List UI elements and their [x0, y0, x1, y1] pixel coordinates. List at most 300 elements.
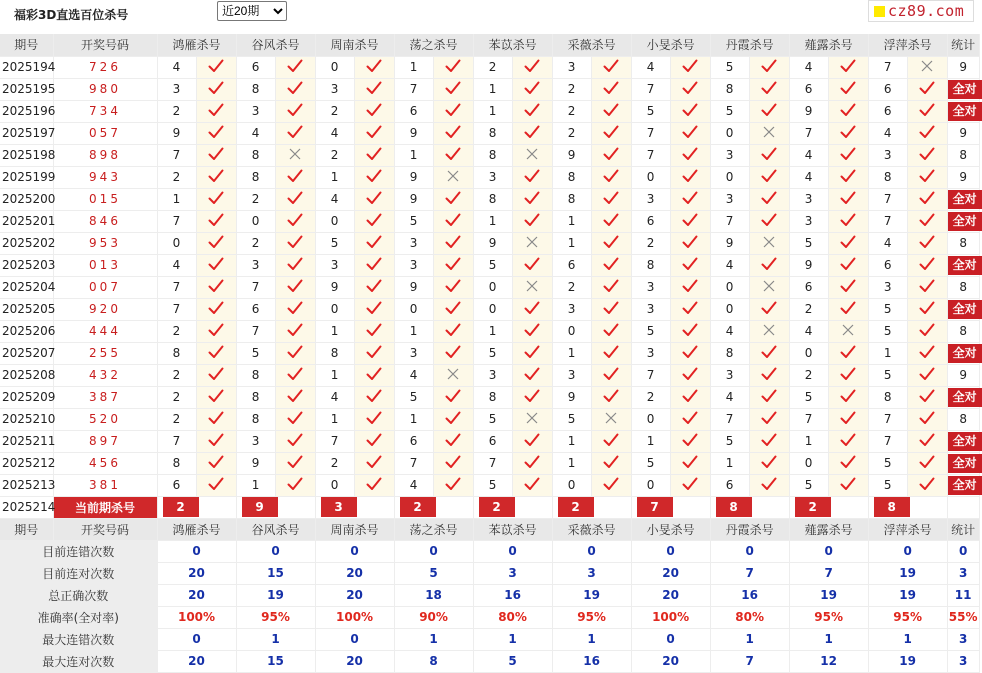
check-icon — [287, 458, 303, 472]
kill-number-cell: 7 — [394, 452, 433, 474]
table-row — [0, 166, 979, 188]
summary-value: 7 — [710, 650, 789, 672]
period-cell: 2025203 — [0, 254, 53, 276]
table-row — [0, 386, 979, 408]
check-icon — [919, 282, 935, 296]
summary-value: 20 — [157, 650, 236, 672]
kill-number-cell: 9 — [394, 188, 433, 210]
kill-number-cell: 3 — [473, 364, 512, 386]
check-icon — [761, 106, 777, 120]
summary-stat-value: 0 — [947, 540, 979, 562]
kill-result-cell — [670, 430, 710, 452]
kill-result-cell — [670, 364, 710, 386]
check-icon — [840, 238, 856, 252]
check-icon — [840, 194, 856, 208]
table-row — [0, 144, 979, 166]
kill-result-cell — [670, 342, 710, 364]
kill-number-cell: 4 — [710, 254, 749, 276]
kill-result-cell — [275, 430, 315, 452]
kill-number-cell: 1 — [315, 408, 354, 430]
check-icon — [919, 458, 935, 472]
kill-result-cell — [433, 386, 473, 408]
stat-cell: 8 — [947, 232, 979, 254]
summary-value: 7 — [789, 562, 868, 584]
column-header-expert: 丹霞杀号 — [710, 518, 789, 540]
kill-number-cell: 3 — [236, 100, 275, 122]
kill-result-cell — [828, 298, 868, 320]
kill-result-cell — [749, 100, 789, 122]
kill-result-cell — [907, 100, 947, 122]
kill-result-cell — [512, 144, 552, 166]
draw-number-cell: 943 — [53, 166, 157, 188]
kill-result-cell — [591, 452, 631, 474]
kill-number-cell: 3 — [710, 188, 749, 210]
kill-result-cell — [749, 188, 789, 210]
kill-result-cell — [749, 254, 789, 276]
period-cell: 2025198 — [0, 144, 53, 166]
check-icon — [761, 392, 777, 406]
kill-result-cell — [591, 144, 631, 166]
kill-result-cell — [196, 100, 236, 122]
kill-number-cell: 3 — [631, 342, 670, 364]
current-kill-cell — [710, 496, 789, 518]
check-icon — [524, 172, 540, 186]
kill-result-cell — [275, 210, 315, 232]
kill-number-cell: 4 — [315, 386, 354, 408]
check-icon — [682, 150, 698, 164]
kill-result-cell — [275, 144, 315, 166]
summary-value: 0 — [394, 540, 473, 562]
check-icon — [524, 260, 540, 274]
kill-number-cell: 1 — [236, 474, 275, 496]
check-icon — [445, 458, 461, 472]
kill-result-cell — [512, 386, 552, 408]
kill-number-cell: 7 — [236, 320, 275, 342]
summary-stat-value: 55% — [947, 606, 979, 628]
kill-number-cell: 7 — [868, 56, 907, 78]
summary-value: 7 — [710, 562, 789, 584]
check-icon — [287, 62, 303, 76]
kill-result-cell — [907, 254, 947, 276]
kill-result-cell — [828, 188, 868, 210]
kill-result-cell — [591, 342, 631, 364]
draw-number-cell: 015 — [53, 188, 157, 210]
kill-result-cell — [591, 320, 631, 342]
check-icon — [840, 348, 856, 362]
kill-result-cell — [828, 342, 868, 364]
stat-cell: 9 — [947, 122, 979, 144]
kill-number-cell: 3 — [315, 78, 354, 100]
period-select[interactable] — [217, 1, 287, 21]
check-icon — [761, 84, 777, 98]
kill-number-cell: 7 — [631, 78, 670, 100]
kill-number-cell: 9 — [552, 144, 591, 166]
column-header-expert: 周南杀号 — [315, 34, 394, 56]
kill-number-cell: 3 — [789, 188, 828, 210]
check-icon — [919, 238, 935, 252]
kill-number-cell: 6 — [394, 430, 433, 452]
check-icon — [366, 216, 382, 230]
kill-result-cell — [275, 56, 315, 78]
kill-result-cell — [828, 122, 868, 144]
kill-result-cell — [354, 364, 394, 386]
kill-result-cell — [591, 430, 631, 452]
check-icon — [366, 282, 382, 296]
kill-number-cell: 7 — [868, 408, 907, 430]
kill-number-cell: 4 — [710, 386, 749, 408]
check-icon — [208, 436, 224, 450]
check-icon — [919, 260, 935, 274]
kill-result-cell — [433, 56, 473, 78]
check-icon — [445, 216, 461, 230]
kill-result-cell — [749, 298, 789, 320]
kill-number-cell: 2 — [157, 386, 196, 408]
kill-result-cell — [512, 100, 552, 122]
summary-value: 100% — [631, 606, 710, 628]
check-icon — [603, 128, 619, 142]
kill-number-cell: 5 — [868, 452, 907, 474]
all-correct-badge: 全对 — [948, 256, 982, 275]
check-icon — [603, 326, 619, 340]
kill-number-cell: 3 — [789, 210, 828, 232]
current-kill-cell — [789, 496, 868, 518]
kill-number-cell: 4 — [315, 122, 354, 144]
kill-result-cell — [512, 122, 552, 144]
check-icon — [524, 392, 540, 406]
table-row — [0, 342, 979, 364]
kill-result-cell — [512, 232, 552, 254]
draw-number-cell: 255 — [53, 342, 157, 364]
kill-number-cell: 7 — [157, 144, 196, 166]
check-icon — [524, 62, 540, 76]
check-icon — [603, 260, 619, 274]
kill-number-cell: 7 — [868, 430, 907, 452]
period-cell: 2025197 — [0, 122, 53, 144]
check-icon — [603, 106, 619, 120]
kill-number-cell: 8 — [473, 386, 512, 408]
kill-number-cell: 0 — [315, 56, 354, 78]
kill-result-cell — [275, 232, 315, 254]
kill-result-cell — [512, 56, 552, 78]
summary-value: 3 — [473, 562, 552, 584]
kill-number-cell: 1 — [552, 210, 591, 232]
check-icon — [919, 436, 935, 450]
kill-result-cell — [196, 122, 236, 144]
kill-number-cell: 1 — [552, 452, 591, 474]
check-icon — [366, 62, 382, 76]
check-icon — [524, 436, 540, 450]
kill-number-cell: 1 — [157, 188, 196, 210]
kill-result-cell — [512, 342, 552, 364]
summary-value: 20 — [315, 562, 394, 584]
kill-result-cell — [433, 254, 473, 276]
kill-result-cell — [433, 474, 473, 496]
kill-result-cell — [670, 100, 710, 122]
kill-result-cell — [354, 210, 394, 232]
kill-number-cell: 2 — [552, 78, 591, 100]
check-icon — [445, 106, 461, 120]
kill-number-cell: 2 — [157, 364, 196, 386]
draw-number-cell: 980 — [53, 78, 157, 100]
period-cell: 2025195 — [0, 78, 53, 100]
kill-number-table — [0, 34, 980, 673]
check-icon — [682, 62, 698, 76]
current-kill-cell — [236, 496, 315, 518]
kill-result-cell — [354, 166, 394, 188]
current-kill-badge: 2 — [558, 497, 594, 517]
table-header-row — [0, 34, 979, 56]
check-icon — [761, 260, 777, 274]
kill-number-cell: 9 — [394, 122, 433, 144]
kill-result-cell — [196, 342, 236, 364]
summary-value: 0 — [710, 540, 789, 562]
check-icon — [366, 106, 382, 120]
kill-number-cell: 4 — [157, 56, 196, 78]
kill-result-cell — [749, 78, 789, 100]
check-icon — [445, 348, 461, 362]
kill-result-cell — [670, 78, 710, 100]
kill-number-cell: 7 — [868, 188, 907, 210]
check-icon — [445, 238, 461, 252]
kill-result-cell — [670, 144, 710, 166]
kill-number-cell: 3 — [552, 298, 591, 320]
check-icon — [366, 414, 382, 428]
kill-number-cell: 0 — [789, 452, 828, 474]
summary-value: 3 — [552, 562, 631, 584]
current-kill-badge: 8 — [716, 497, 752, 517]
kill-result-cell — [512, 166, 552, 188]
all-correct-badge: 全对 — [948, 212, 982, 231]
stat-cell: 9 — [947, 364, 979, 386]
period-cell: 2025212 — [0, 452, 53, 474]
kill-number-cell: 5 — [236, 342, 275, 364]
summary-stat-value: 3 — [947, 650, 979, 672]
column-header-stat: 统计 — [947, 518, 979, 540]
table-row — [0, 320, 979, 342]
summary-value: 19 — [236, 584, 315, 606]
summary-value: 19 — [552, 584, 631, 606]
column-header-expert: 苯苡杀号 — [473, 518, 552, 540]
kill-number-cell: 5 — [710, 56, 749, 78]
check-icon — [208, 216, 224, 230]
kill-number-cell: 0 — [157, 232, 196, 254]
column-header-stat: 统计 — [947, 34, 979, 56]
stat-cell — [947, 254, 979, 276]
kill-result-cell — [275, 100, 315, 122]
kill-number-cell: 4 — [236, 122, 275, 144]
kill-number-cell: 4 — [868, 232, 907, 254]
site-logo[interactable] — [868, 0, 974, 22]
current-kill-badge: 7 — [637, 497, 673, 517]
kill-result-cell — [275, 320, 315, 342]
kill-result-cell — [354, 144, 394, 166]
check-icon — [524, 194, 540, 208]
check-icon — [208, 62, 224, 76]
kill-number-cell: 5 — [473, 408, 512, 430]
kill-number-cell: 5 — [631, 320, 670, 342]
kill-number-cell: 5 — [552, 408, 591, 430]
kill-number-cell: 3 — [236, 430, 275, 452]
kill-number-cell: 2 — [157, 408, 196, 430]
summary-value: 20 — [157, 584, 236, 606]
summary-value: 1 — [394, 628, 473, 650]
summary-value: 95% — [868, 606, 947, 628]
summary-value: 0 — [789, 540, 868, 562]
kill-number-cell: 1 — [868, 342, 907, 364]
check-icon — [919, 194, 935, 208]
check-icon — [208, 326, 224, 340]
kill-result-cell — [196, 386, 236, 408]
stat-cell — [947, 188, 979, 210]
draw-number-cell: 013 — [53, 254, 157, 276]
draw-number-cell: 898 — [53, 144, 157, 166]
kill-number-cell: 1 — [394, 320, 433, 342]
current-period-cell: 2025214 — [0, 496, 53, 518]
check-icon — [919, 106, 935, 120]
kill-number-cell: 2 — [789, 364, 828, 386]
kill-result-cell — [670, 474, 710, 496]
check-icon — [840, 392, 856, 406]
check-icon — [524, 84, 540, 98]
column-header-number: 开奖号码 — [53, 34, 157, 56]
kill-result-cell — [275, 386, 315, 408]
summary-label: 最大连对次数 — [0, 650, 157, 672]
kill-number-cell: 9 — [473, 232, 512, 254]
table-row — [0, 188, 979, 210]
draw-number-cell: 846 — [53, 210, 157, 232]
kill-number-cell: 0 — [631, 408, 670, 430]
current-kill-cell — [631, 496, 710, 518]
check-icon — [603, 238, 619, 252]
kill-result-cell — [512, 452, 552, 474]
check-icon — [287, 304, 303, 318]
summary-label: 准确率(全对率) — [0, 606, 157, 628]
check-icon — [366, 172, 382, 186]
check-icon — [366, 194, 382, 208]
kill-result-cell — [512, 210, 552, 232]
check-icon — [603, 62, 619, 76]
kill-number-cell: 8 — [236, 386, 275, 408]
cross-icon — [526, 149, 538, 163]
draw-number-cell: 444 — [53, 320, 157, 342]
kill-number-cell: 8 — [236, 78, 275, 100]
check-icon — [761, 304, 777, 318]
current-kill-cell — [868, 496, 947, 518]
period-cell: 2025204 — [0, 276, 53, 298]
kill-result-cell — [907, 320, 947, 342]
all-correct-badge: 全对 — [948, 454, 982, 473]
kill-number-cell: 5 — [868, 474, 907, 496]
stat-cell: 9 — [947, 166, 979, 188]
check-icon — [524, 128, 540, 142]
kill-number-cell: 0 — [315, 474, 354, 496]
summary-value: 19 — [868, 584, 947, 606]
kill-result-cell — [196, 144, 236, 166]
column-header-number: 开奖号码 — [53, 518, 157, 540]
check-icon — [682, 128, 698, 142]
kill-number-cell: 5 — [789, 474, 828, 496]
kill-result-cell — [433, 210, 473, 232]
kill-result-cell — [354, 254, 394, 276]
check-icon — [208, 172, 224, 186]
check-icon — [761, 348, 777, 362]
stat-cell — [947, 474, 979, 496]
kill-number-cell: 3 — [868, 144, 907, 166]
kill-result-cell — [749, 474, 789, 496]
summary-value: 95% — [552, 606, 631, 628]
summary-value: 16 — [473, 584, 552, 606]
kill-number-cell: 6 — [631, 210, 670, 232]
kill-number-cell: 4 — [394, 364, 433, 386]
kill-result-cell — [512, 188, 552, 210]
table-row — [0, 122, 979, 144]
check-icon — [919, 216, 935, 230]
kill-result-cell — [196, 232, 236, 254]
all-correct-badge: 全对 — [948, 102, 982, 121]
current-kill-badge: 2 — [479, 497, 515, 517]
kill-number-cell: 5 — [710, 430, 749, 452]
check-icon — [445, 194, 461, 208]
table-row — [0, 78, 979, 100]
kill-number-cell: 4 — [789, 166, 828, 188]
kill-result-cell — [591, 210, 631, 232]
column-header-expert: 荡之杀号 — [394, 518, 473, 540]
all-correct-badge: 全对 — [948, 432, 982, 451]
current-kill-badge: 9 — [242, 497, 278, 517]
check-icon — [682, 326, 698, 340]
kill-number-cell: 2 — [315, 144, 354, 166]
kill-number-cell: 9 — [789, 100, 828, 122]
kill-result-cell — [354, 232, 394, 254]
kill-result-cell — [354, 100, 394, 122]
column-header-expert: 浮萍杀号 — [868, 34, 947, 56]
summary-value: 90% — [394, 606, 473, 628]
kill-result-cell — [433, 166, 473, 188]
kill-result-cell — [907, 430, 947, 452]
summary-value: 15 — [236, 562, 315, 584]
kill-number-cell: 3 — [394, 342, 433, 364]
stat-cell — [947, 78, 979, 100]
kill-number-cell: 7 — [631, 122, 670, 144]
summary-value: 1 — [473, 628, 552, 650]
kill-number-cell: 7 — [157, 430, 196, 452]
kill-result-cell — [907, 298, 947, 320]
kill-result-cell — [828, 144, 868, 166]
kill-result-cell — [354, 430, 394, 452]
column-header-expert: 荡之杀号 — [394, 34, 473, 56]
kill-result-cell — [591, 298, 631, 320]
kill-number-cell: 0 — [789, 342, 828, 364]
kill-number-cell: 6 — [236, 56, 275, 78]
kill-result-cell — [670, 298, 710, 320]
summary-value: 19 — [789, 584, 868, 606]
kill-number-cell: 7 — [631, 144, 670, 166]
check-icon — [761, 216, 777, 230]
kill-number-cell: 4 — [710, 320, 749, 342]
cross-icon — [447, 171, 459, 185]
kill-number-cell: 8 — [868, 166, 907, 188]
kill-result-cell — [907, 474, 947, 496]
kill-number-cell: 1 — [315, 166, 354, 188]
check-icon — [366, 304, 382, 318]
kill-number-cell: 2 — [157, 166, 196, 188]
kill-result-cell — [828, 364, 868, 386]
period-cell: 2025194 — [0, 56, 53, 78]
kill-result-cell — [354, 320, 394, 342]
kill-result-cell — [196, 474, 236, 496]
kill-number-cell: 2 — [473, 56, 512, 78]
kill-number-cell: 0 — [473, 298, 512, 320]
